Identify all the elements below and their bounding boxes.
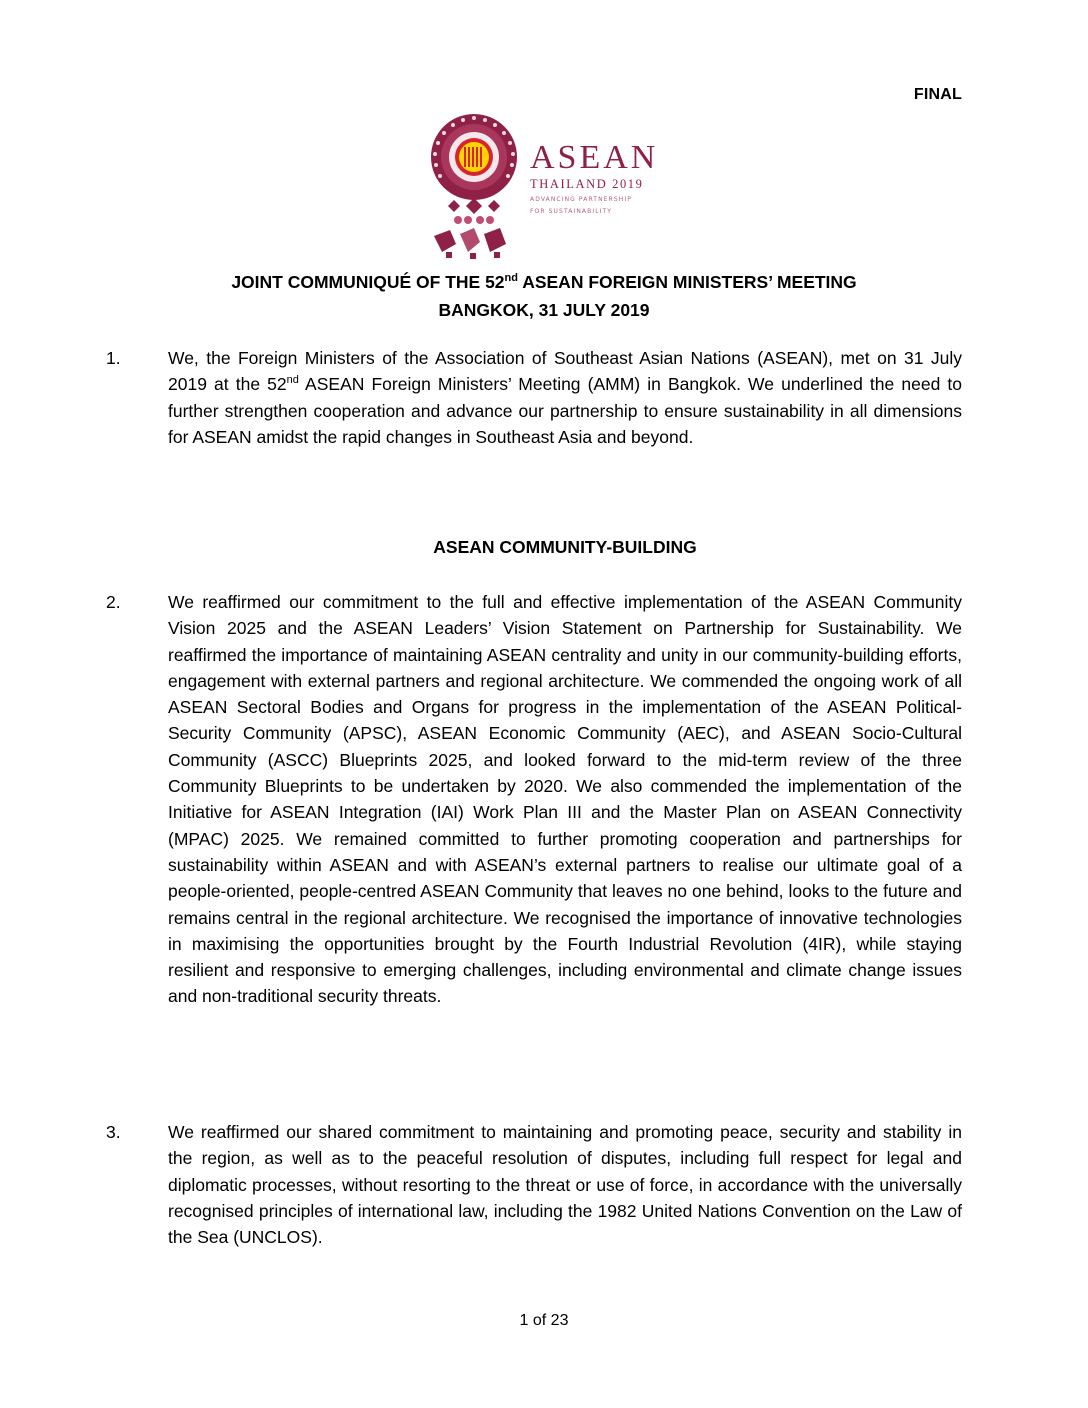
document-status-label: FINAL — [913, 86, 962, 103]
asean-emblem-icon — [424, 112, 524, 260]
page-indicator: 1 of 23 — [519, 1312, 569, 1329]
paragraph-number: 1. — [106, 348, 121, 368]
document-title — [0, 268, 1088, 324]
asean-thailand-2019-logo — [424, 112, 674, 260]
title-line-2: BANGKOK, 31 JULY 2019 — [438, 300, 650, 320]
section-heading: ASEAN COMMUNITY-BUILDING — [433, 537, 697, 557]
logo-tagline-1: ADVANCING PARTNERSHIP — [530, 196, 632, 203]
paragraph-text: We reaffirmed our commitment to the full and effective implementation of the ASEAN Community Vision 2025 and the ASEAN Leaders’ Vision Statement on Partnership for Sustainability. We reaffirmed the importance of maintaining ASEAN centrality and unity in our community-building efforts, engagement with external partners and regional architecture. We commended the ongoing work of all ASEAN Sectoral Bodies and Organs for progress in the implementation of the ASEAN Political-Security Community (APSC), ASEAN Economic Community (AEC), and ASEAN Socio-Cultural Community (ASCC) Blueprints 2025, and looked forward to the mid-term review of the three Community Blueprints to be undertaken by 2020. We also commended the implementation of the Initiative for ASEAN Integration (IAI) Work Plan III and the Master Plan on ASEAN Connectivity (MPAC) 2025. We remained committed to further promoting cooperation and partnerships for sustainability within ASEAN and with ASEAN’s external partners to realise our ultimate goal of a people-oriented, people-centred ASEAN Community that leaves no one behind, looks to the future and remains central in the regional architecture. We recognised the importance of innovative technologies in maximising the opportunities brought by the Fourth Industrial Revolution (4IR), while staying resilient and responsive to emerging challenges, including environmental and climate change issues and non-traditional security threats. — [168, 592, 962, 1007]
paragraph-text — [168, 345, 962, 450]
title-line-1-suffix: ASEAN FOREIGN MINISTERS’ MEETING — [517, 272, 857, 292]
title-line-1 — [0, 268, 1088, 296]
ordinal-suffix: nd — [286, 374, 299, 387]
title-line-1-prefix: JOINT COMMUNIQUÉ OF THE 52 — [231, 272, 505, 292]
logo-name: ASEAN — [530, 139, 659, 176]
logo-text — [530, 140, 658, 216]
paragraph-text-part: We, the Foreign Ministers of the Association of Southeast Asian Nations (ASEAN), met on 31 July 2019 at the 52 — [168, 348, 962, 395]
logo-edition: THAILAND 2019 — [530, 177, 644, 191]
paragraph-number: 2. — [106, 592, 121, 612]
paragraph-text: We reaffirmed our shared commitment to maintaining and promoting peace, security and stability in the region, as well as to the peaceful resolution of disputes, including full respect for legal and diplomatic processes, without resorting to the threat or use of force, in accordance with the universally recognised principles of international law, including the 1982 United Nations Convention on the Law of the Sea (UNCLOS). — [168, 1122, 962, 1248]
logo-tagline-2: FOR SUSTAINABILITY — [530, 208, 613, 215]
paragraph-number: 3. — [106, 1122, 121, 1142]
paragraph-text-part: ASEAN Foreign Ministers’ Meeting (AMM) in Bangkok. We underlined the need to further strengthen cooperation and advance our partnership to ensure sustainability in all dimensions for ASEAN amidst the rapid changes in Southeast Asia and beyond. — [168, 374, 963, 447]
title-ordinal-suffix: nd — [504, 272, 518, 285]
